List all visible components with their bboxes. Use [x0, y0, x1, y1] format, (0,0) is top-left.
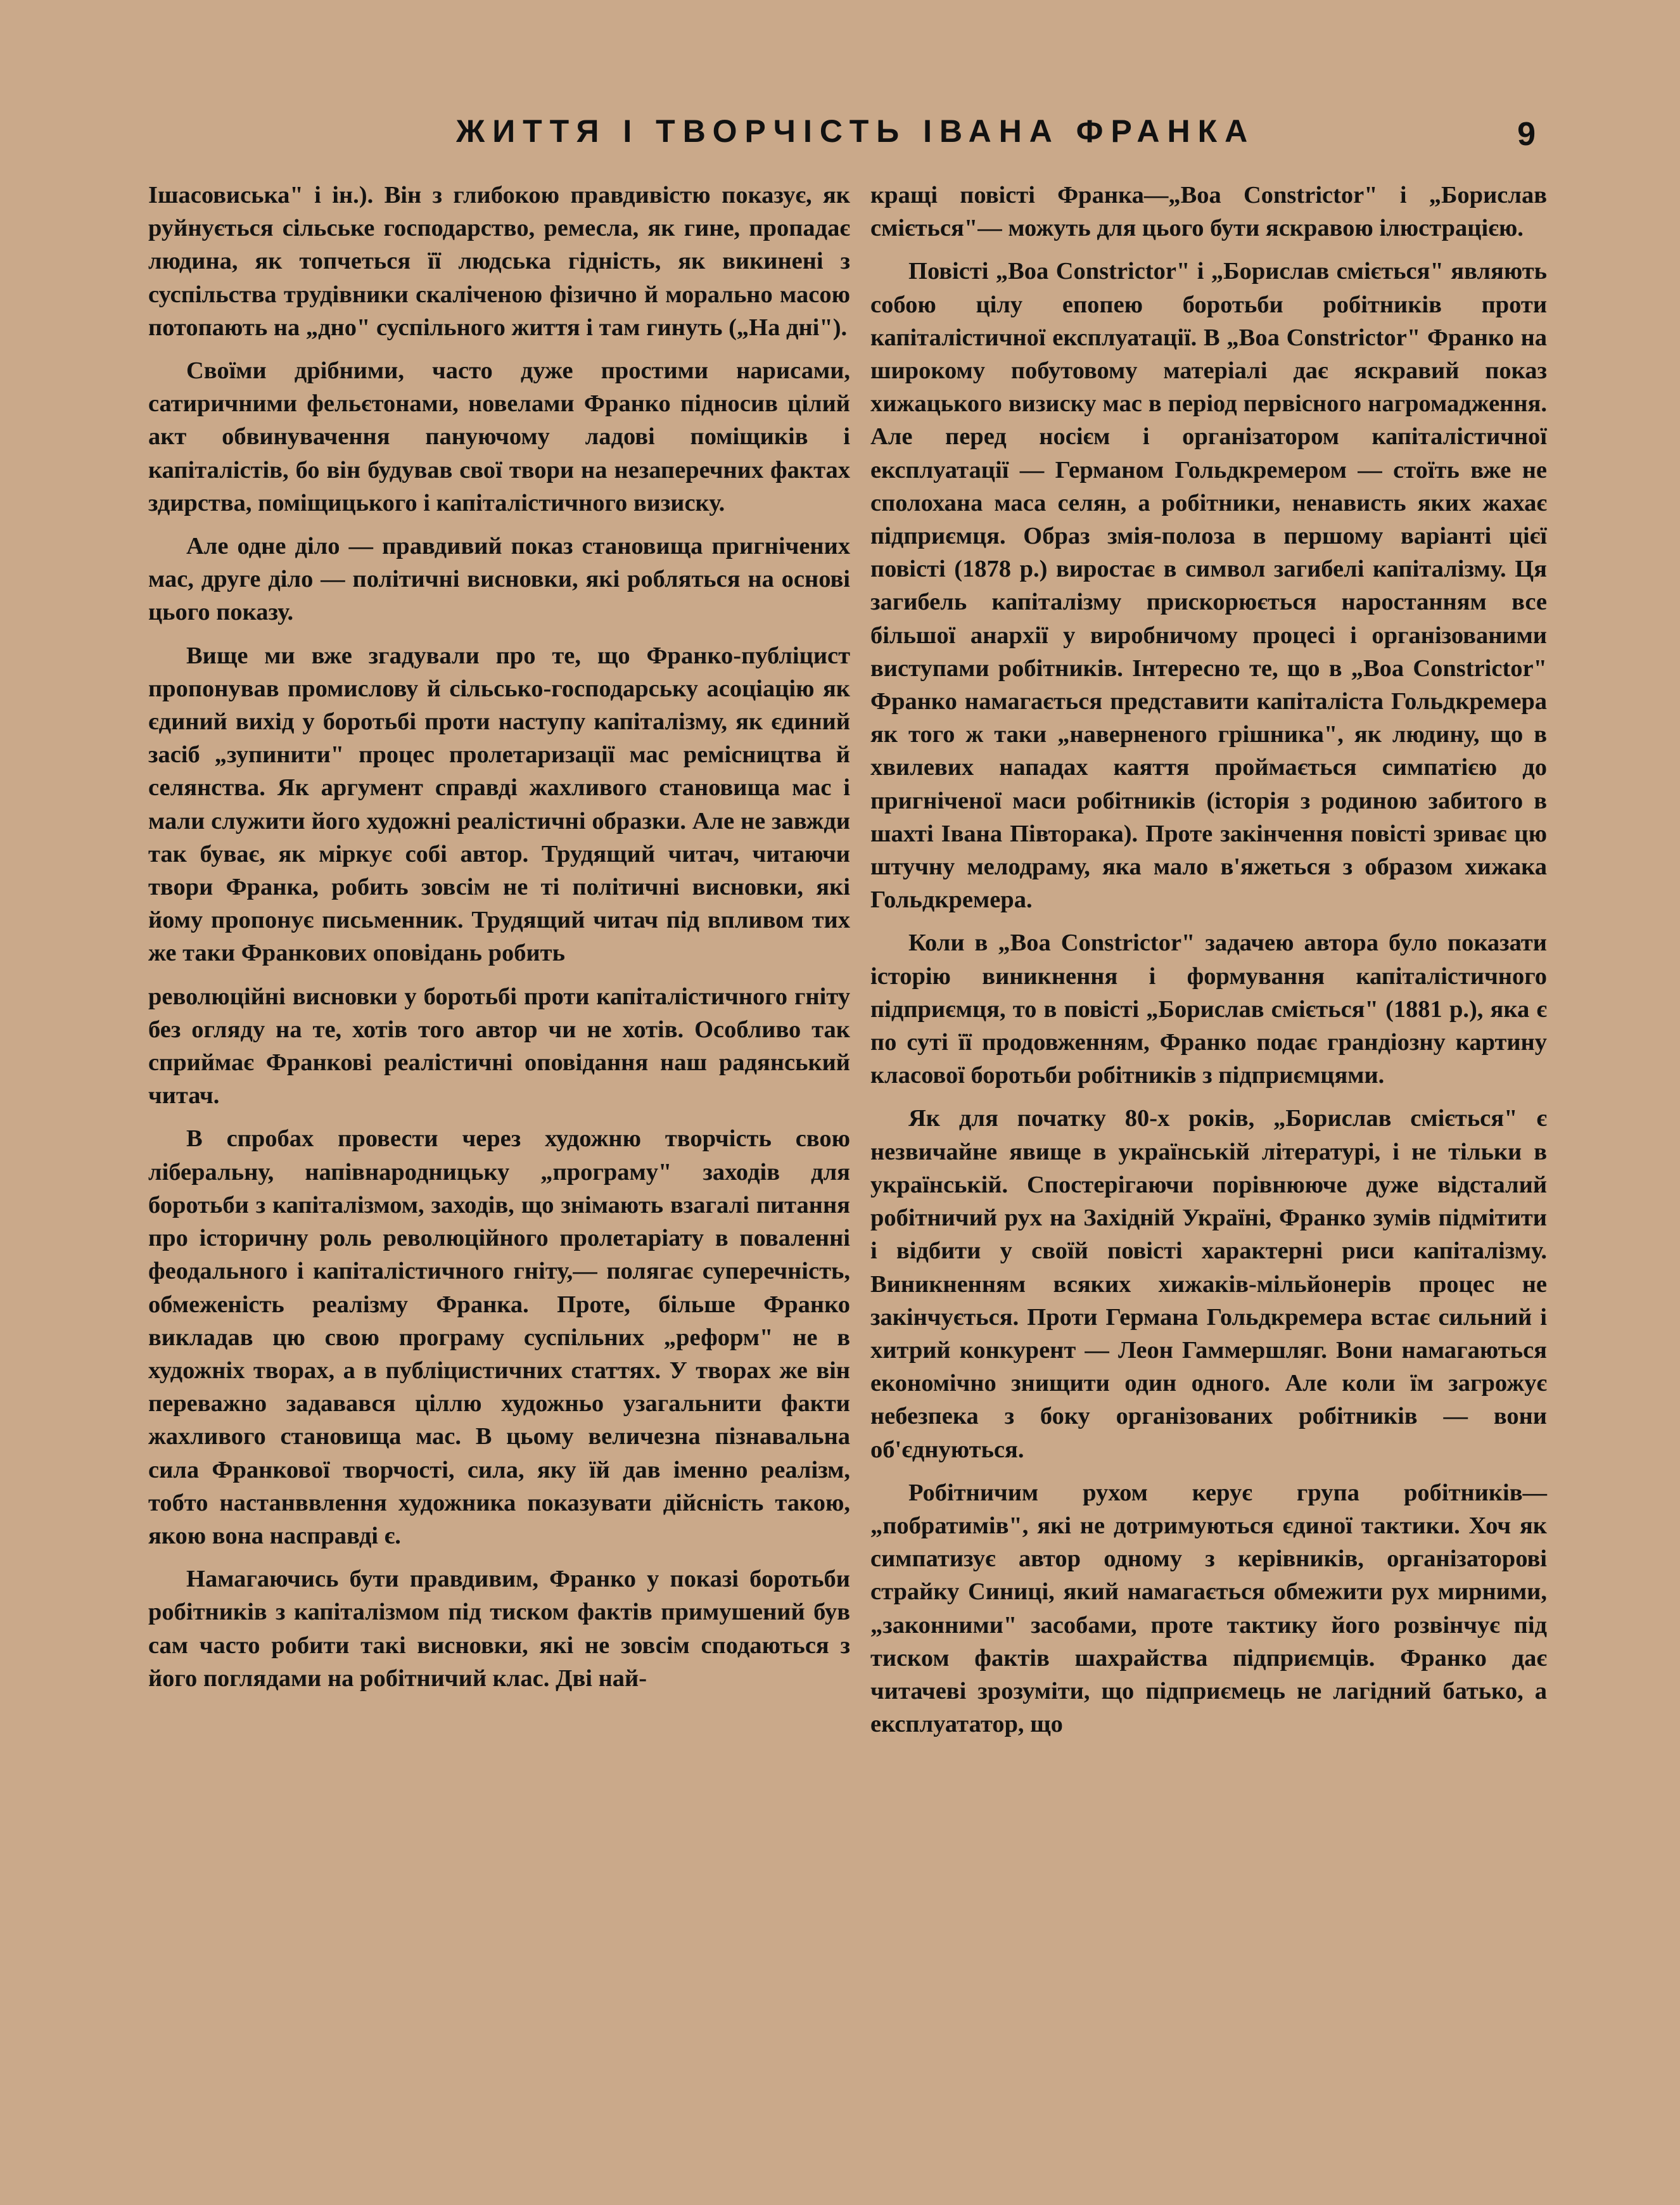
paragraph: революційні висновки у боротьбі проти капіталістичного гніту без огляду на те, хотів того автор чи не хотів. Особливо так сприймає Франкові реалістичні оповідання наш радянський читач. — [148, 983, 850, 1109]
running-head — [0, 113, 1680, 151]
paragraph: Ішасовиська" і ін.). Він з глибокою правдивістю показує, як руйнується сільське господарство, ремесла, як гине, пропадає людина, як топчеться її людська гідність, як викинені з суспільства трудівники скаліченою фізично й морально масою потопають на „дно" суспільного життя і там гинуть („На дні"). — [148, 182, 850, 341]
paragraph: Робітничим рухом керує група робітників—„побратимів", які не дотримуються єдиної тактики. Хоч як симпатизує автор одному з керівників, організаторові страйку Синиці, який намагається обмежити рух мирними, „законними" засобами, проте тактику його розвінчує під тиском фактів шахрайства підприємців. Франко дає читачеві зрозуміти, що підприємець не лагідний батько, а експлуататор, що — [870, 1479, 1547, 1738]
paragraph: кращі повісті Франка—„Boa Constrictor" і „Борислав сміється"— можуть для цього бути яскравою ілюстрацією. — [870, 182, 1547, 242]
paragraph: Намагаючись бути правдивим, Франко у показі боротьби робітників з капіталізмом під тиском фактів примушений був сам часто робити такі висновки, які не зовсім сподаються з його поглядами на робітничий клас. Дві най- — [148, 1566, 850, 1692]
right-column — [870, 179, 1547, 1751]
left-column — [148, 179, 850, 1705]
paragraph: Своїми дрібними, часто дуже простими нарисами, сатиричними фельєтонами, новелами Франко підносив цілий акт обвинувачення пануючому ладові поміщиків і капіталістів, бо він будував свої твори на незаперечних фактах здирства, поміщицького і капіталістичного визиску. — [148, 357, 850, 516]
page-number: 9 — [1517, 116, 1536, 153]
paragraph: Повісті „Boa Constrictor" і „Борислав сміється" являють собою цілу епопею боротьби робітників проти капіталістичної експлуатації. В „Boa Constrictor" Франко на широкому побутовому матеріалі дає яскравий показ хижацького визиску мас в період первісного нагромадження. Але перед носієм і організатором капіталістичної експлуатації — Германом Гольдкремером — стоїть вже не сполохана маса селян, а робітники, ненависть яких жахає підприємця. Образ змія-полоза в першому варіанті цієї повісті (1878 р.) виростає в символ загибелі капіталізму. Ця загибель капіталізму прискорюється наростанням все більшої анархії у виробничому процесі і організованими виступами робітників. Інтересно те, що в „Boa Constrictor" Франко намагається представити капіталіста Гольдкремера як того ж таки „наверненого грішника", як людину, що в хвилевих нападах каяття проймається симпатією до пригніченої маси робітників (історія з родиною забитого в шахті Івана Півторака). Проте закінчення повісті зриває цю штучну мелодраму, яка мало в'яжеться з образом хижака Гольдкремера. — [870, 258, 1547, 914]
paragraph: Як для початку 80-х років, „Борислав сміється" є незвичайне явище в українській літературі, і не тільки в українській. Спостерігаючи порівнююче дуже відсталий робітничий рух на Західній Україні, Франко зумів підмітити і відбити у своїй повісті характерні риси капіталізму. Виникненням всяких хижаків-мільйонерів процес не закінчується. Проти Германа Гольдкремера встає сильний і хитрий конкурент — Леон Гаммершляг. Вони намагаються економічно знищити один одного. Але коли їм загрожує небезпека з боку організованих робітників — вони об'єднуються. — [870, 1105, 1547, 1463]
paragraph: Коли в „Boa Constrictor" задачею автора було показати історію виникнення і формування капіталістичного підприємця, то в повісті „Борислав сміється" (1881 р.), яка є по суті її продовженням, Франко подає грандіозну картину класової боротьби робітників з підприємцями. — [870, 930, 1547, 1089]
paragraph: Але одне діло — правдивий показ становища пригнічених мас, друге діло — політичні висновки, які робляться на основі цього показу. — [148, 533, 850, 626]
running-title: ЖИТТЯ І ТВОРЧІСТЬ ІВАНА ФРАНКА — [456, 113, 1256, 149]
paragraph: В спробах провести через художню творчість свою ліберальну, напівнародницьку „програму" заходів для боротьби з капіталізмом, заходів, що знімають взагалі питання про історичну роль революційного пролетаріату в поваленні феодального і капіталістичного гніту,— полягає суперечність, обмеженість реалізму Франка. Проте, більше Франко викладав цю свою програму суспільних „реформ" не в художніх творах, а в публіцистичних статтях. У творах же він переважно задавався ціллю художньо узагальнити факти жахливого становища мас. В цьому величезна пізнавальна сила Франкової творчості, сила, яку їй дав іменно реалізм, тобто настанввлення художника показувати дійсність такою, якою вона насправді є. — [148, 1125, 850, 1549]
paragraph: Вище ми вже згадували про те, що Франко-публіцист пропонував промислову й сільсько-господарську асоціацію як єдиний вихід у боротьбі проти наступу капіталізму, як єдиний засіб „зупинити" процес пролетаризації мас ремісництва й селянства. Як аргумент справді жахливого становища мас і мали служити його художні реалістичні образки. Але не завжди так буває, як міркує собі автор. Трудящий читач, читаючи твори Франка, робить зовсім не ті політичні висновки, які йому пропонує письменник. Трудящий читач під впливом тих же таки Франкових оповідань робить — [148, 642, 850, 967]
